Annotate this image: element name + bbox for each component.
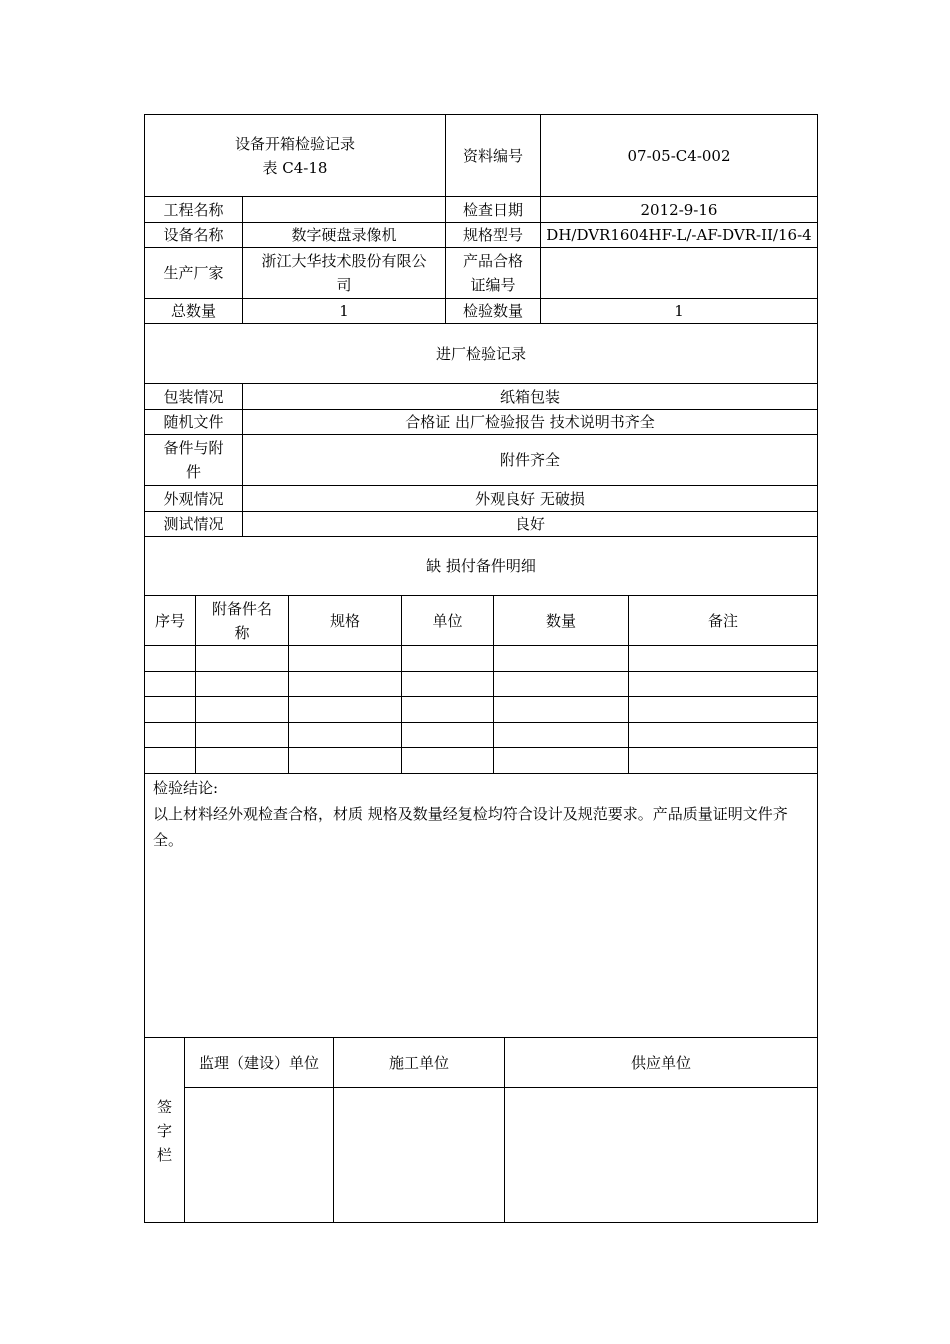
row-divider xyxy=(145,747,817,748)
signature-label-char: 字 xyxy=(156,1121,172,1140)
sign-header-supplier: 供应单位 xyxy=(630,1053,691,1072)
row-divider xyxy=(145,773,817,774)
cert-label xyxy=(446,248,540,298)
sign-area-supervisor[interactable] xyxy=(185,1088,333,1223)
col-header-no: 序号 xyxy=(154,611,185,630)
maker-label: 生产厂家 xyxy=(163,264,224,282)
test-label: 测试情况 xyxy=(163,515,224,533)
form-title xyxy=(145,115,445,196)
sign-header-supervisor: 监理（建设）单位 xyxy=(198,1053,319,1072)
project-value xyxy=(243,197,445,222)
col-header-name-line: 附备件名 xyxy=(211,599,272,618)
sign-header-construction: 施工单位 xyxy=(388,1053,449,1072)
col-header-spec: 规格 xyxy=(329,611,360,630)
documents-value: 合格证 出厂检验报告 技术说明书齐全 xyxy=(405,413,655,431)
date-value: 2012-9-16 xyxy=(640,200,718,219)
maker-value xyxy=(243,248,445,298)
row-divider xyxy=(145,645,817,646)
inspection-section-title: 进厂检验记录 xyxy=(435,344,526,363)
row-divider xyxy=(145,722,817,723)
total-value: 1 xyxy=(339,302,349,320)
signature-label-char: 栏 xyxy=(156,1145,172,1164)
form-code: 表 C4-18 xyxy=(262,158,328,177)
maker-value-line: 浙江大华技术股份有限公 xyxy=(261,252,427,270)
date-label: 检查日期 xyxy=(462,200,523,219)
spares-label xyxy=(145,435,242,485)
packaging-value: 纸箱包装 xyxy=(499,387,560,406)
appearance-value: 外观良好 无破损 xyxy=(475,489,585,508)
documents-label: 随机文件 xyxy=(163,413,224,431)
cert-label-line: 证编号 xyxy=(470,276,516,294)
inspect-qty-value: 1 xyxy=(674,302,684,320)
project-label: 工程名称 xyxy=(163,200,224,219)
model-label: 规格型号 xyxy=(462,226,523,244)
spares-value: 附件齐全 xyxy=(499,451,560,469)
conclusion-label: 检验结论: xyxy=(153,779,219,797)
row-divider xyxy=(145,671,817,672)
inspect-qty-label: 检验数量 xyxy=(462,302,523,320)
col-header-name-line: 称 xyxy=(234,623,250,642)
sign-area-supplier[interactable] xyxy=(505,1088,817,1223)
doc-no-value: 07-05-C4-002 xyxy=(627,146,731,165)
col-header-remark: 备注 xyxy=(707,611,738,630)
col-header-name xyxy=(196,596,288,645)
total-label: 总数量 xyxy=(170,302,216,320)
signature-label xyxy=(145,1038,184,1223)
appearance-label: 外观情况 xyxy=(163,489,224,508)
cert-value xyxy=(541,248,817,298)
spares-label-line: 件 xyxy=(185,463,201,481)
col-header-qty: 数量 xyxy=(545,611,576,630)
inspection-form xyxy=(144,114,818,1223)
row-divider xyxy=(145,696,817,697)
signature-label-char: 签 xyxy=(156,1097,172,1116)
device-value: 数字硬盘录像机 xyxy=(291,226,397,244)
defects-section-title: 缺 损付备件明细 xyxy=(426,557,536,575)
spares-label-line: 备件与附 xyxy=(163,439,224,457)
cert-label-line: 产品合格 xyxy=(462,252,523,270)
test-value: 良好 xyxy=(514,515,545,533)
form-title-line: 设备开箱检验记录 xyxy=(234,134,355,153)
doc-no-label: 资料编号 xyxy=(462,146,523,165)
model-value: DH/DVR1604HF-L/-AF-DVR-II/16-4 xyxy=(546,226,812,244)
packaging-label: 包装情况 xyxy=(163,387,224,406)
conclusion-text: 以上材料经外观检查合格，材质 规格及数量经复检均符合设计及规范要求。产品质量证明文件齐全。 xyxy=(153,805,788,849)
device-label: 设备名称 xyxy=(163,226,224,244)
col-header-unit: 单位 xyxy=(432,611,463,630)
maker-value-line: 司 xyxy=(336,276,352,294)
sign-area-construction[interactable] xyxy=(334,1088,504,1223)
